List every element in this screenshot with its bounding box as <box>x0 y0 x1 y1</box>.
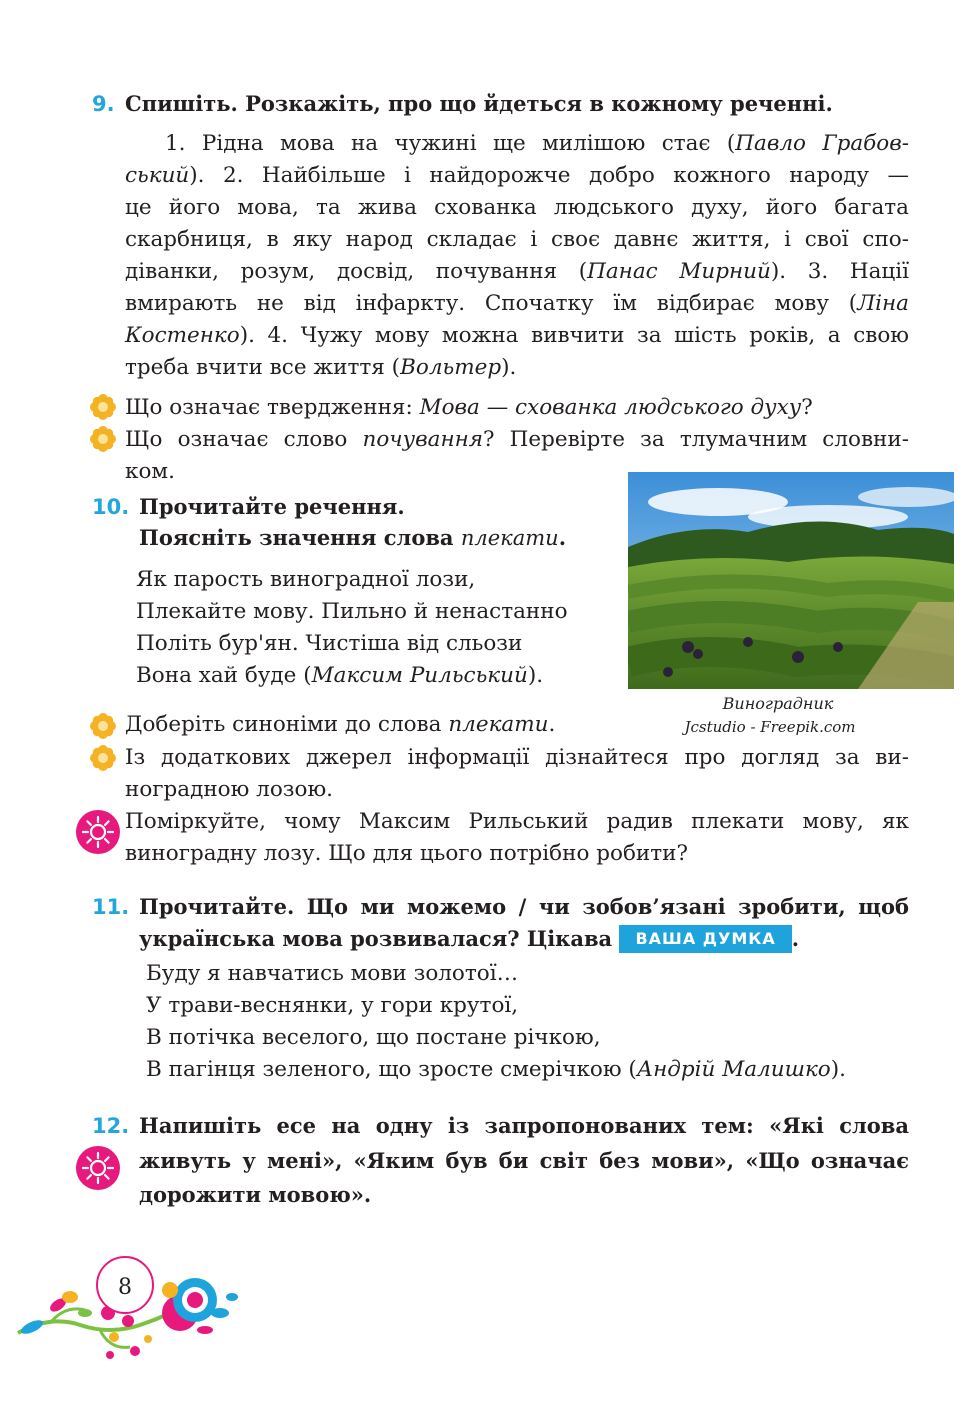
task-number-9: 9. <box>92 92 115 116</box>
task-9-line-6 <box>125 288 909 320</box>
task-12-line-3: дорожити мовою». <box>139 1182 372 1207</box>
task-number-10: 10. <box>92 495 130 519</box>
text: ? <box>801 395 813 420</box>
task-9-heading: Спишіть. Розкажіть, про що йдеться в кожному реченні. <box>125 91 833 116</box>
text: Що означає твердження: <box>125 395 420 420</box>
author: Костенко <box>125 323 240 348</box>
text: ). 3. Нації <box>770 259 909 284</box>
task-9-question-2-end: ком. <box>125 459 175 484</box>
task-10-poem-line-2: Плекайте мову. Пильно й ненастанно <box>136 599 568 624</box>
task-10-question-2: Із додаткових джерел інформації дізнайтеся про догляд за ви- <box>125 745 909 770</box>
task-number-12: 12. <box>92 1114 130 1138</box>
text: ). <box>501 355 517 380</box>
text: . <box>548 712 556 737</box>
text: ). 2. Найбільше і найдорожче добро кожного народу — <box>189 163 909 188</box>
text: 1. Рідна мова на чужині ще милішою стає ( <box>165 131 736 156</box>
task-10-poem-line-1: Як парость виноградної лози, <box>136 567 476 592</box>
sun-icon <box>75 1145 121 1191</box>
author: Панас Мирний <box>587 259 771 284</box>
task-number-11: 11. <box>92 895 130 919</box>
photo-caption-credit: Jcstudio - Freepik.com <box>684 718 856 736</box>
task-9-line-7 <box>125 320 909 352</box>
text: В пагінця зеленого, що зросте смерічкою ( <box>146 1057 637 1082</box>
author: Ліна <box>857 291 909 316</box>
quote: Мова — схованка людського духу <box>419 395 802 420</box>
task-9-line-8 <box>125 352 516 384</box>
flower-icon <box>90 745 116 771</box>
task-9-question-1 <box>125 392 813 424</box>
task-10-heading-2 <box>139 522 566 554</box>
task-9-line-2 <box>125 160 909 192</box>
task-11-poem-line-1: Буду я навчатись мови золотої… <box>146 961 519 986</box>
task-12-line-1: Напишіть есе на одну із запропонованих тем: «Які слова <box>139 1113 909 1138</box>
task-11-heading-1: Прочитайте. Що ми можемо / чи зобов’язані зробити, щоб <box>139 894 909 919</box>
task-10-poem-line-3: Політь бур'ян. Чистіша від сльози <box>136 631 523 656</box>
text: ). <box>527 663 544 688</box>
text: Поясніть значення слова <box>139 525 461 550</box>
text: . <box>558 525 566 550</box>
task-10-question-1 <box>125 709 555 741</box>
task-9-line-3: це його мова, та жива схованка людського духу, його багата <box>125 195 909 220</box>
task-11-poem-line-2: У трави-веснянки, у гори крутої, <box>146 993 519 1018</box>
task-10-question-3: Поміркуйте, чому Максим Рильський радив плекати мову, як <box>125 809 909 834</box>
text: ). 4. Чужу мову можна вивчити за шість років, а свою <box>239 323 909 348</box>
task-9-line-1 <box>125 128 909 160</box>
text: Що означає слово <box>125 427 363 452</box>
task-11-poem-line-4 <box>146 1054 846 1086</box>
task-10-question-3-end: виноградну лозу. Що для цього потрібно робити? <box>125 841 688 866</box>
text: діванки, розум, досвід, почування ( <box>125 259 588 284</box>
your-opinion-badge: ВАША ДУМКА <box>619 925 791 953</box>
task-10-heading-1: Прочитайте речення. <box>139 494 405 519</box>
text: Вона хай буде ( <box>136 663 312 688</box>
task-11-poem-line-3: В потічка веселого, що постане річкою, <box>146 1025 601 1050</box>
text: ? Перевірте за тлумачним словни- <box>483 427 909 452</box>
text: треба вчити все життя ( <box>125 355 401 380</box>
sun-icon <box>75 809 121 855</box>
flower-icon <box>90 394 116 420</box>
author: ський <box>125 163 190 188</box>
word: почування <box>362 427 484 452</box>
task-9-question-2 <box>125 424 909 456</box>
task-10-question-2-end: ноградною лозою. <box>125 777 334 802</box>
task-12-line-2: живуть у мені», «Яким був би світ без мови», «Що означає <box>139 1148 909 1173</box>
text: Доберіть синоніми до слова <box>125 712 449 737</box>
text: ). <box>830 1057 846 1082</box>
photo-caption-title: Виноградник <box>722 694 834 713</box>
task-9-line-4: скарбниця, в яку народ складає і своє давнє життя, і свої спо- <box>125 227 909 252</box>
task-10-poem-line-4 <box>136 660 543 692</box>
task-9-line-5 <box>125 256 909 288</box>
vineyard-photo <box>628 472 954 689</box>
word: плекати <box>448 712 549 737</box>
flower-icon <box>90 426 116 452</box>
task-11-heading-2 <box>139 923 799 955</box>
author: Вольтер <box>400 355 502 380</box>
flower-icon <box>90 713 116 739</box>
text: вмирають не від інфаркту. Спочатку їм відбирає мову ( <box>125 291 858 316</box>
author: Павло Грабов- <box>735 131 909 156</box>
word: плекати <box>460 526 559 550</box>
author: Андрій Малишко <box>636 1057 831 1082</box>
text: . <box>791 926 800 951</box>
text: українська мова розвивалася? Цікава <box>139 926 613 951</box>
page-number: 8 <box>118 1275 132 1300</box>
author: Максим Рильський <box>311 663 528 688</box>
